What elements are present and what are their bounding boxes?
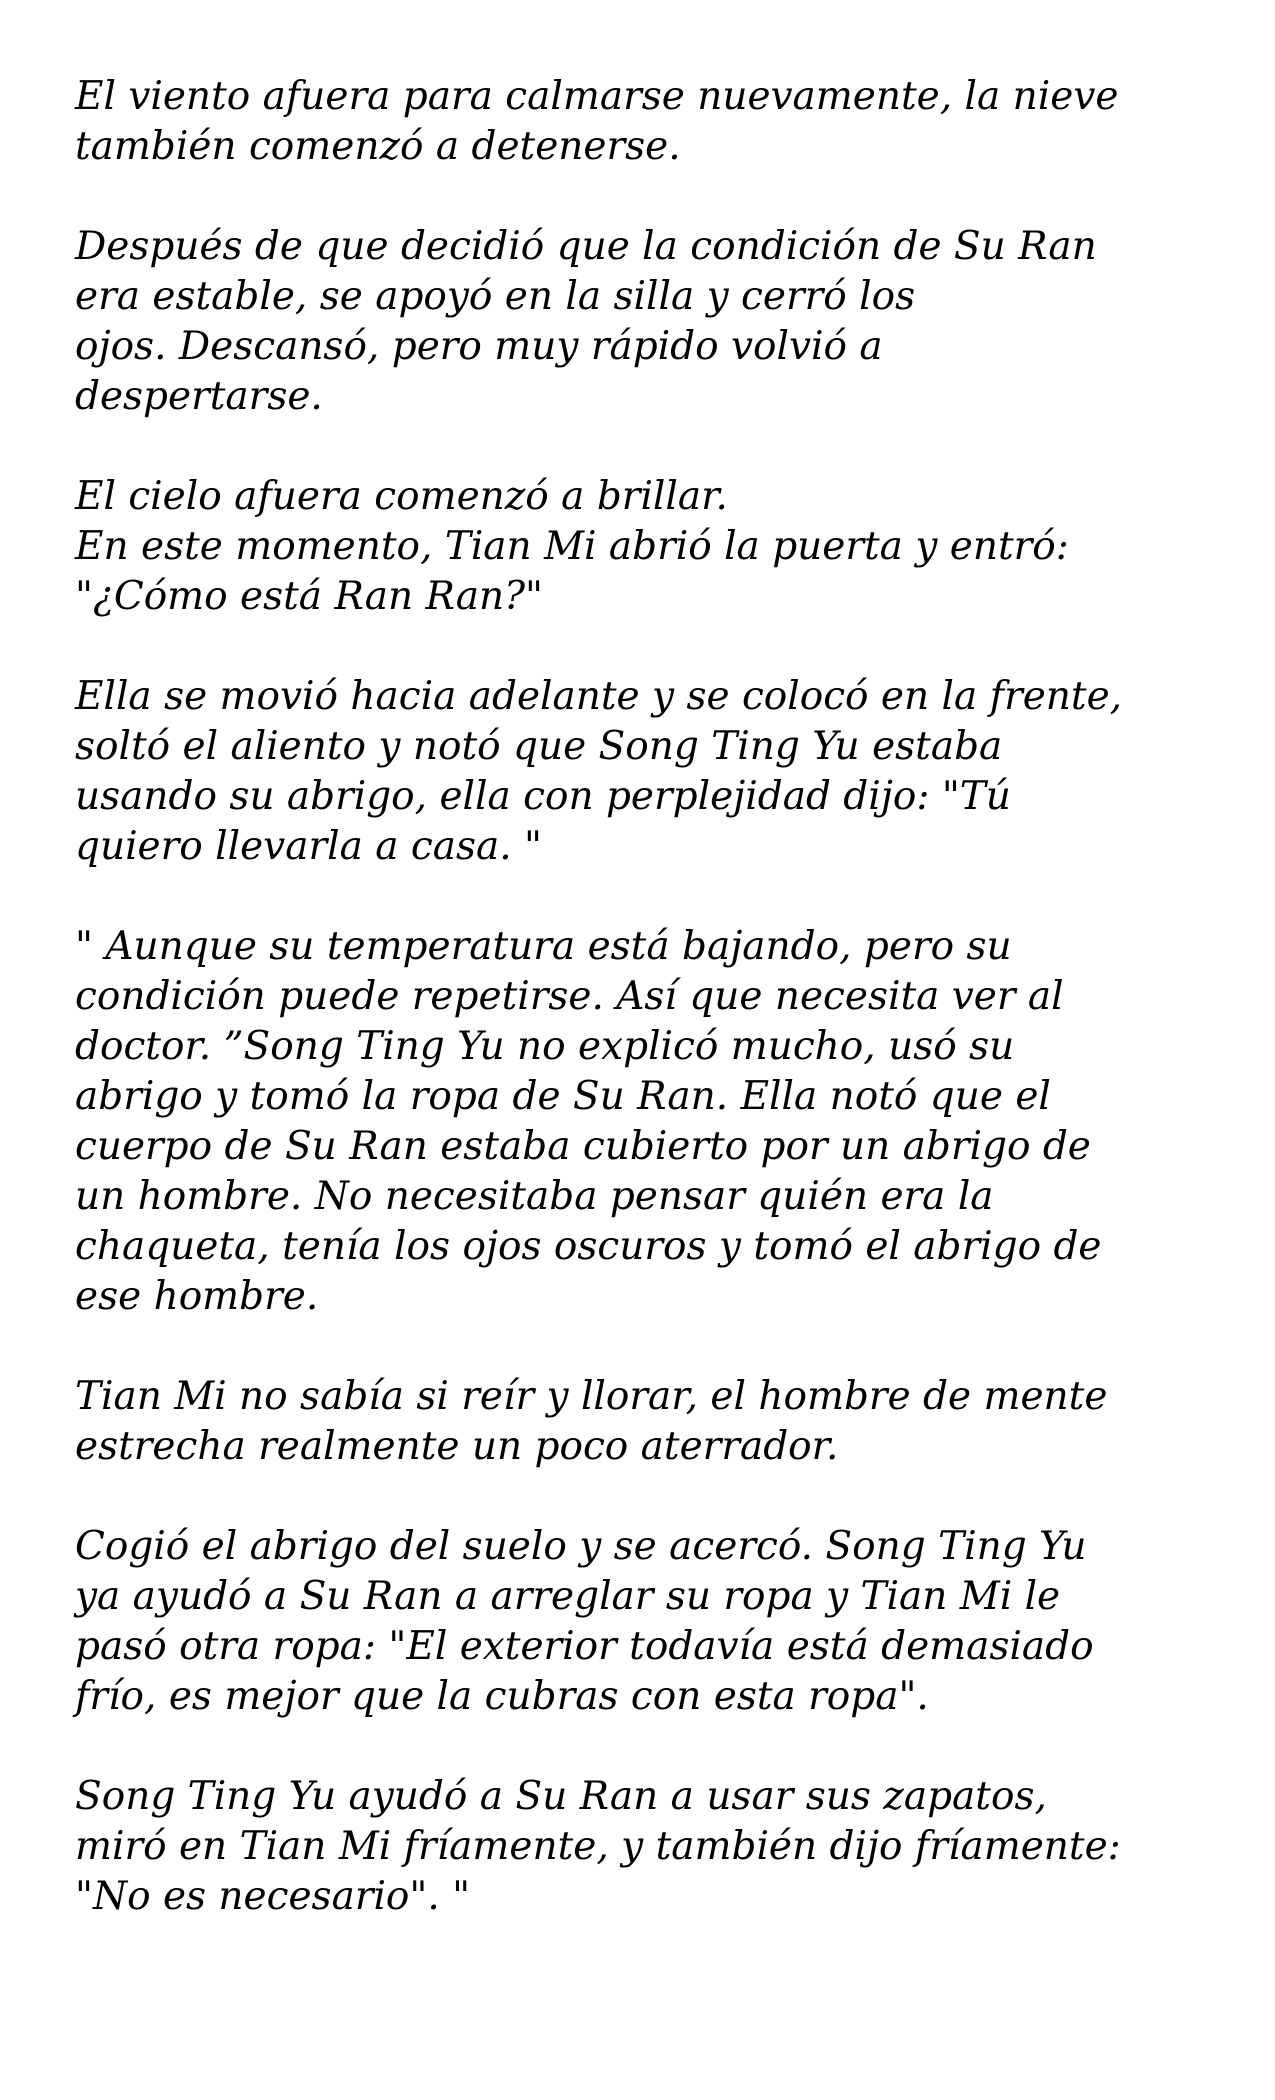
paragraph [75,1372,1225,1472]
text-line: Tian Mi no sabía si reír y llorar, el hombre de mente [75,1374,1108,1419]
text-line: abrigo y tomó la ropa de Su Ran. Ella notó que el [75,1074,1051,1119]
paragraph [75,672,1225,872]
text-line: " Aunque su temperatura está bajando, pero su [75,924,1012,969]
text-line: pasó otra ropa: "El exterior todavía está demasiado [75,1624,1094,1669]
text-line: frío, es mejor que la cubras con esta ropa". [75,1674,929,1719]
text-line: cuerpo de Su Ran estaba cubierto por un abrigo de [75,1124,1091,1169]
text-line: miró en Tian Mi fríamente, y también dijo fríamente: [75,1824,1121,1869]
text-line: En este momento, Tian Mi abrió la puerta y entró: [75,524,1069,569]
text-line: condición puede repetirse. Así que necesita ver al [75,974,1064,1019]
paragraph [75,72,1225,172]
paragraph [75,1522,1225,1722]
document-page [75,72,1225,1972]
text-line: despertarse. [75,374,323,419]
text-line: quiero llevarla a casa. " [75,824,542,869]
text-line: Cogió el abrigo del suelo y se acercó. Song Ting Yu [75,1524,1087,1569]
text-line: Después de que decidió que la condición de Su Ran [75,224,1097,269]
text-line: estrecha realmente un poco aterrador. [75,1424,839,1469]
paragraph [75,472,1225,622]
text-line: un hombre. No necesitaba pensar quién era la [75,1174,994,1219]
text-line: era estable, se apoyó en la silla y cerró los [75,274,916,319]
paragraph [75,922,1225,1322]
text-line: Ella se movió hacia adelante y se colocó en la frente, [75,674,1123,719]
text-line: usando su abrigo, ella con perplejidad dijo: "Tú [75,774,1011,819]
text-line: ya ayudó a Su Ran a arreglar su ropa y Tian Mi le [75,1574,1061,1619]
text-line: también comenzó a detenerse. [75,124,681,169]
text-line: ese hombre. [75,1274,319,1319]
text-line: El viento afuera para calmarse nuevamente, la nieve [75,74,1119,119]
text-line: doctor. ”Song Ting Yu no explicó mucho, usó su [75,1024,1015,1069]
text-line: "No es necesario". " [75,1874,471,1919]
text-line: El cielo afuera comenzó a brillar. [75,474,728,519]
text-line: "¿Cómo está Ran Ran?" [75,574,543,619]
text-line: chaqueta, tenía los ojos oscuros y tomó el abrigo de [75,1224,1102,1269]
text-line: ojos. Descansó, pero muy rápido volvió a [75,324,883,369]
text-line: Song Ting Yu ayudó a Su Ran a usar sus zapatos, [75,1774,1047,1819]
paragraph [75,222,1225,422]
paragraph [75,1772,1225,1922]
text-line: soltó el aliento y notó que Song Ting Yu estaba [75,724,1003,769]
